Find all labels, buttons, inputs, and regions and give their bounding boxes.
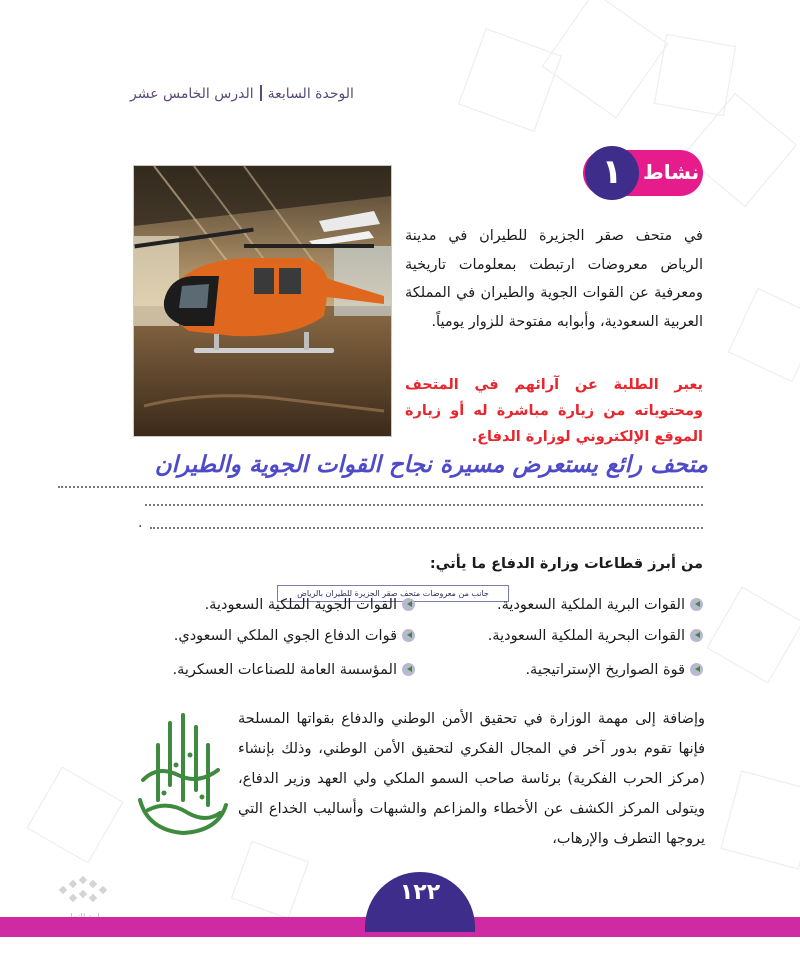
page-header [130,85,354,102]
bullet-icon [402,663,415,676]
sectors-title: من أبرز قطاعات وزارة الدفاع ما يأتي: [429,556,703,572]
sector-item: قوة الصواريخ الإستراتيجية. [525,659,703,681]
lesson-title: الدرس الخامس عشر [130,86,254,102]
sector-item: المؤسسة العامة للصناعات العسكرية. [172,659,415,681]
unit-title: الوحدة السابعة [267,86,354,102]
activity-number: ١ [585,146,639,200]
helicopter-illustration [134,166,391,436]
handwritten-answer: متحف رائع يستعرض مسيرة نجاح القوات الجوية والطيران [154,452,708,478]
sector-item: القوات الجوية الملكية السعودية. [205,594,415,616]
sector-item: القوات البحرية الملكية السعودية. [488,625,703,647]
activity-label: نشاط [643,160,700,184]
intro-text: في متحف صقر الجزيرة للطيران في مدينة الرياض معروضات ارتبطت بمعلومات تاريخية ومعرفية عن القوات الجوية والطيران في المملكة العربية السعودية، وأبوابه مفتوحة للزوار يومياً. [405,228,703,330]
body-paragraph: وإضافة إلى مهمة الوزارة في تحقيق الأمن الوطني والدفاع بقواتها المسلحة فإنها تقوم بدور آخر في المجال الفكري لتحقيق الأمن الوطني، وذلك بإنشاء (مركز الحرب الفكرية) برئاسة صاحب السمو الملكي ولي العهد وزير الدفاع، ويتولى المركز الكشف عن الأخطاء والمزاعم والشبهات وأساليب الخداع التي يروجها التطرف والإرهاب، [238,711,705,847]
sector-item: قوات الدفاع الجوي الملكي السعودي. [174,625,415,647]
activity-instruction: يعبر الطلبة عن آرائهم في المتحف ومحتوياته من زيارة مباشرة له أو زيارة الموقع الإلكتروني لوزارة الدفاع. [405,377,703,445]
photo-caption: جانب من معروضات متحف صقر الجزيرة للطيران بالرياض [277,585,509,602]
header-divider [260,85,262,101]
page-number: ١٢٢ [399,880,441,905]
answer-line-1 [58,486,703,488]
calligraphy-logo-icon [128,705,233,840]
sector-item: القوات البرية الملكية السعودية. [497,594,703,616]
answer-line-2 [145,504,703,506]
bullet-icon [690,629,703,642]
bullet-icon [690,663,703,676]
activity-badge [583,150,703,196]
bullet-icon [402,598,415,611]
bullet-icon [690,598,703,611]
bullet-icon [402,629,415,642]
answer-end-mark: . [138,515,143,531]
answer-line-3 [150,527,703,529]
